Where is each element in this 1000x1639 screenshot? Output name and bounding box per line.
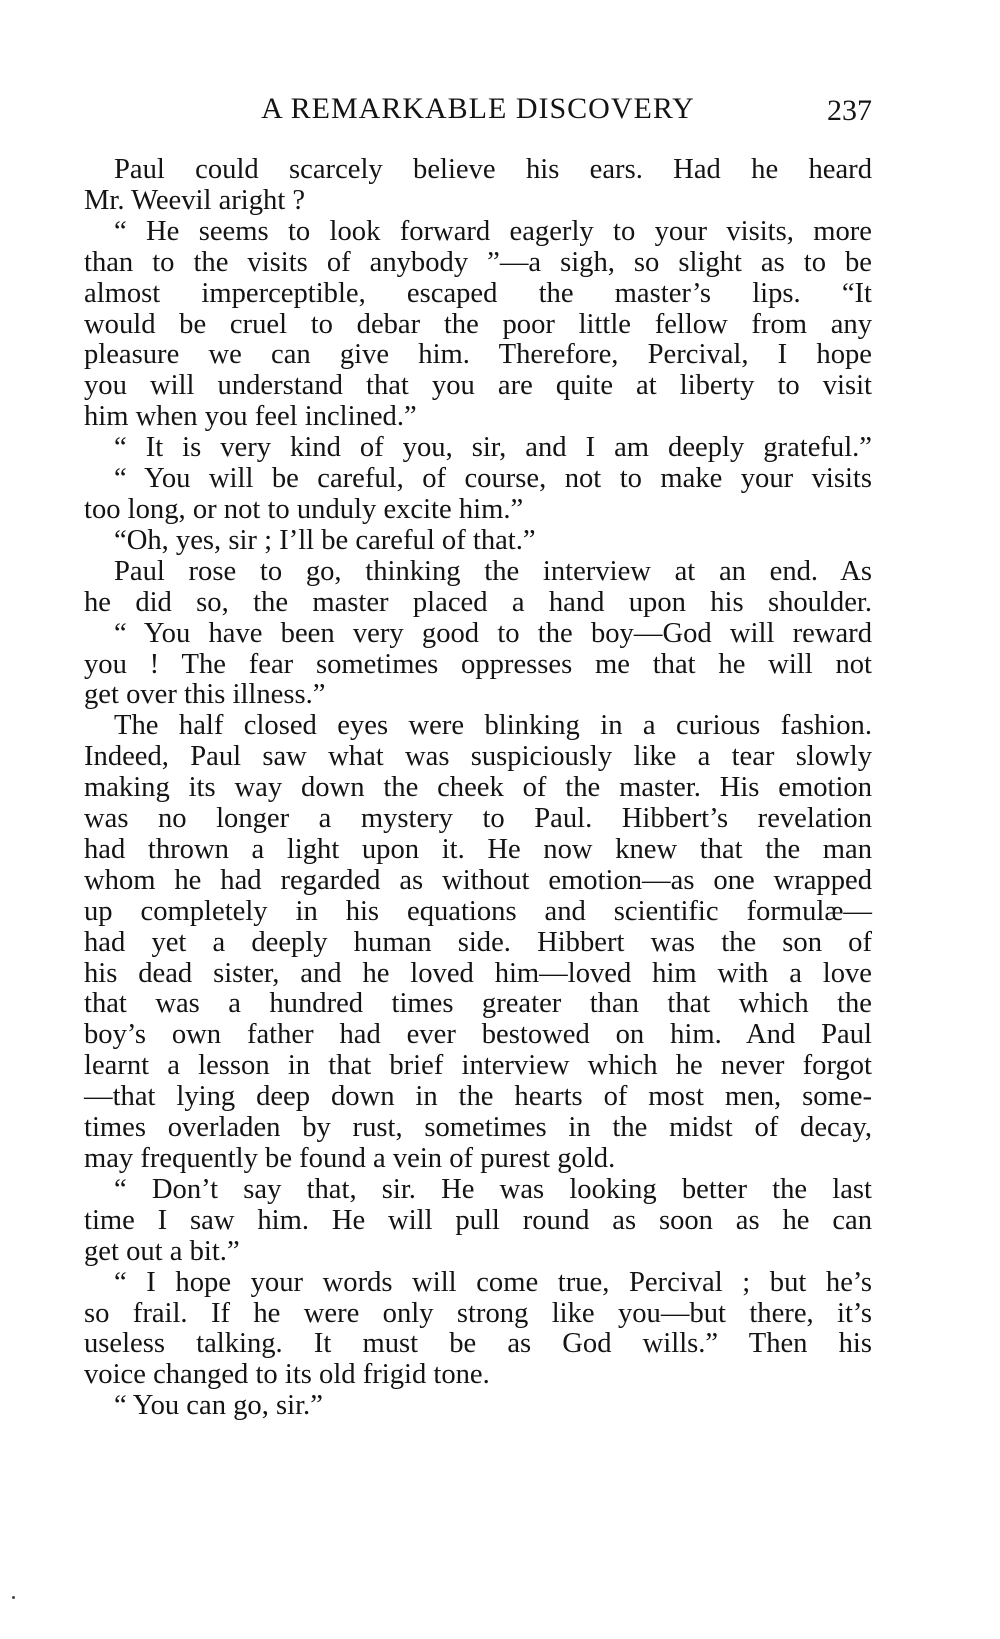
text-line: his dead sister, and he loved him—loved him with a love [84,957,872,989]
text-line: “ I hope your words will come true, Percival ; but he’s [114,1266,872,1298]
text-line: was no longer a mystery to Paul. Hibbert’s revelation [84,803,872,835]
text-line: up completely in his equations and scientific formulæ— [84,895,872,927]
text-line: you will understand that you are quite at liberty to visit [84,370,872,402]
text-line: making its way down the cheek of the master. His emotion [84,772,872,804]
text-line: get over this illness.” [84,679,326,711]
text-line: Mr. Weevil aright ? [84,184,306,216]
text-line: whom he had regarded as without emotion—as one wrapped [84,864,872,896]
text-line: “ You have been very good to the boy—God will reward [114,617,872,649]
text-line: Paul rose to go, thinking the interview at an end. As [114,555,872,587]
text-line: “ You can go, sir.” [114,1390,323,1422]
text-line: Indeed, Paul saw what was suspiciously like a tear slowly [84,741,872,773]
text-line: “ Don’t say that, sir. He was looking better the last [114,1173,872,1205]
text-line: voice changed to its old frigid tone. [84,1359,490,1391]
text-line: “ He seems to look forward eagerly to your visits, more [114,215,872,247]
text-line: Paul could scarcely believe his ears. Had he heard [114,154,872,185]
text-line: you ! The fear sometimes oppresses me that he will not [84,648,872,680]
text-line: —that lying deep down in the hearts of most men, some- [84,1081,872,1113]
text-line: may frequently be found a vein of purest gold. [84,1143,616,1174]
text-line: had thrown a light upon it. He now knew that the man [84,833,872,865]
text-line: times overladen by rust, sometimes in the midst of decay, [84,1112,872,1144]
text-line: he did so, the master placed a hand upon his shoulder. [84,586,872,618]
text-line: boy’s own father had ever bestowed on him. And Paul [84,1019,872,1051]
text-line: too long, or not to unduly excite him.” [84,493,524,525]
text-line: “Oh, yes, sir ; I’ll be careful of that.” [114,524,536,556]
text-line: The half closed eyes were blinking in a curious fashion. [114,710,872,742]
ink-speck [12,1596,15,1599]
text-line: than to the visits of anybody ”—a sigh, so slight as to be [84,246,872,278]
text-line: would be cruel to debar the poor little fellow from any [84,308,872,340]
text-line: “ It is very kind of you, sir, and I am deeply grateful.” [114,432,872,464]
text-line: that was a hundred times greater than that which the [84,988,872,1020]
running-title: A REMARKABLE DISCOVERY [261,92,695,125]
text-line: had yet a deeply human side. Hibbert was the son of [84,926,872,958]
page-header [84,92,872,136]
text-line: learnt a lesson in that brief interview which he never forgot [84,1050,872,1082]
text-line: time I saw him. He will pull round as soon as he can [84,1204,872,1236]
text-line: get out a bit.” [84,1235,240,1267]
page-number: 237 [827,94,872,127]
text-line: useless talking. It must be as God wills.” Then his [84,1328,872,1360]
text-line: pleasure we can give him. Therefore, Percival, I hope [84,339,872,371]
body-text [84,155,872,1422]
text-line: “ You will be careful, of course, not to make your visits [114,463,872,495]
text-line: almost imperceptible, escaped the master’s lips. “It [84,277,872,309]
text-line: him when you feel inclined.” [84,401,417,433]
text-line: so frail. If he were only strong like you—but there, it’s [84,1297,872,1329]
